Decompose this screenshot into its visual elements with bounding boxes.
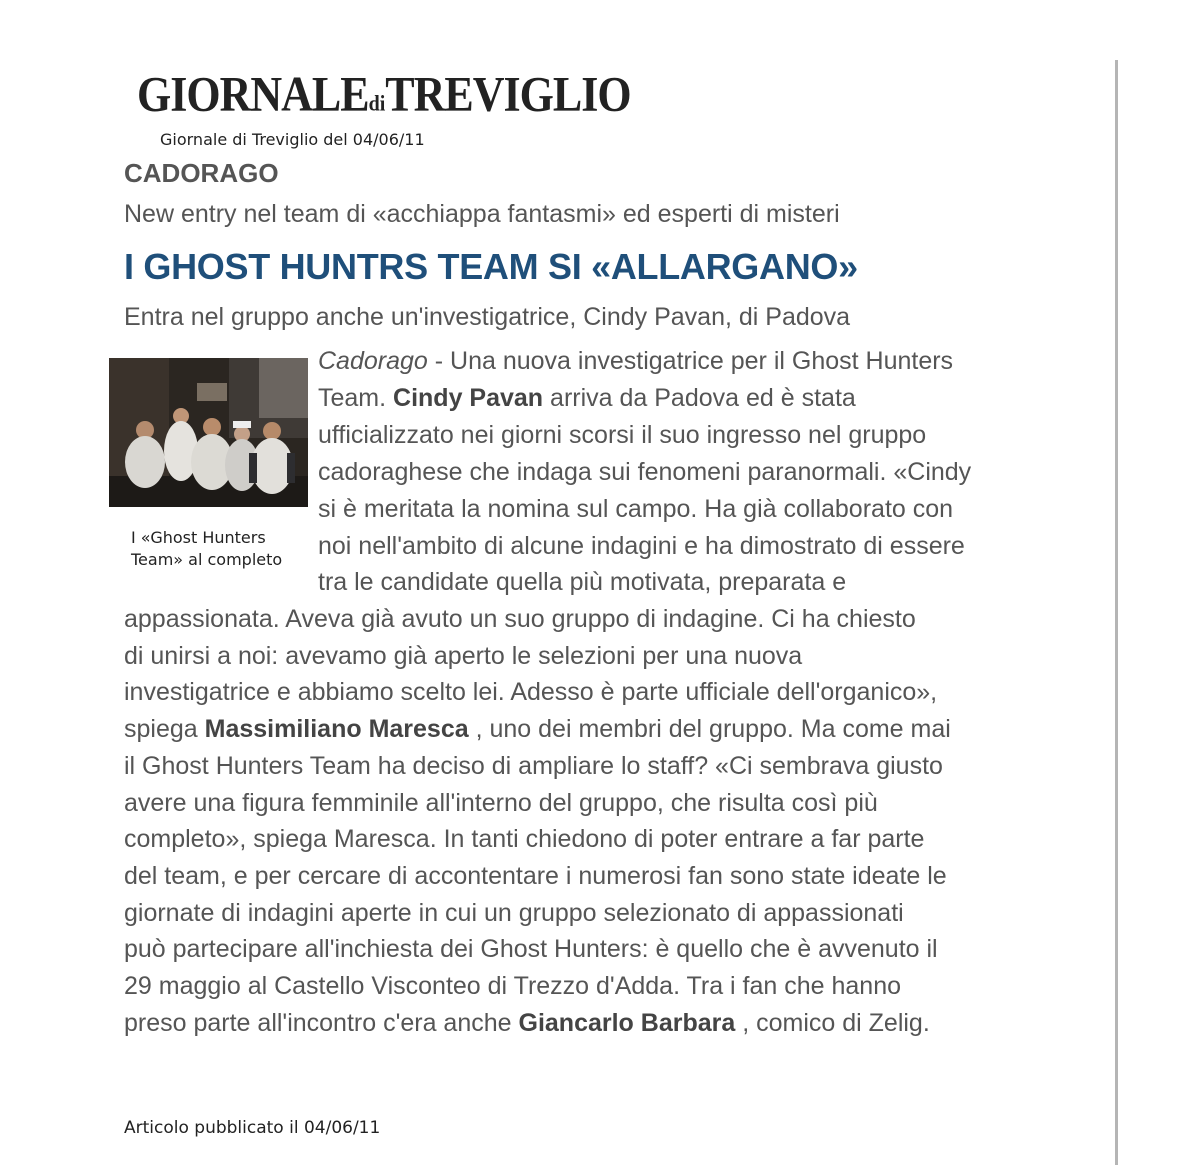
body-line-18: 29 maggio al Castello Visconteo di Trezzo d'Adda. Tra i fan che hanno: [124, 972, 902, 1000]
article-overline: New entry nel team di «acchiappa fantasmi» ed esperti di misteri: [124, 200, 840, 228]
body-line-13: avere una figura femminile all'interno del gruppo, che risulta così più: [124, 789, 878, 817]
name-cindy-pavan: Cindy Pavan: [393, 384, 544, 412]
article-kicker: CADORAGO: [124, 158, 279, 188]
body-line-16: giornate di indagini aperte in cui un gruppo selezionato di appassionati: [124, 899, 904, 927]
masthead-part-giornale: GIORNALE: [137, 66, 369, 122]
team-photo-image: [109, 358, 308, 507]
body-line-11: spiega Massimiliano Maresca , uno dei membri del gruppo. Ma come mai: [124, 715, 951, 743]
body-line-3: ufficializzato nei giorni scorsi il suo ingresso nel gruppo: [318, 421, 927, 449]
body-line-14: completo», spiega Maresca. In tanti chiedono di poter entrare a far parte: [124, 825, 925, 853]
name-massimiliano-maresca: Massimiliano Maresca: [204, 715, 469, 743]
body-line-6: noi nell'ambito di alcune indagini e ha dimostrato di essere: [318, 532, 965, 560]
body-line-9: di unirsi a noi: avevamo già aperto le selezioni per una nuova: [124, 642, 803, 670]
body-line-19: preso parte all'incontro c'era anche Giancarlo Barbara , comico di Zelig.: [124, 1009, 930, 1037]
name-giancarlo-barbara: Giancarlo Barbara: [518, 1009, 736, 1037]
publication-footer: Articolo pubblicato il 04/06/11: [124, 1118, 381, 1138]
masthead-part-treviglio: TREVIGLIO: [385, 66, 631, 122]
page-right-rule: [1115, 60, 1118, 1165]
body-line-2: Team. Cindy Pavan arriva da Padova ed è stata: [318, 384, 856, 412]
source-line: Giornale di Treviglio del 04/06/11: [160, 130, 425, 149]
masthead-part-di: di: [368, 91, 386, 116]
article-headline: I GHOST HUNTRS TEAM SI «ALLARGANO»: [124, 246, 858, 287]
body-line-5: si è meritata la nomina sul campo. Ha già collaborato con: [318, 495, 954, 523]
article-subhead: Entra nel gruppo anche un'investigatrice, Cindy Pavan, di Padova: [124, 303, 851, 331]
photo-caption: I «Ghost Hunters Team» al completo: [131, 528, 283, 569]
body-line-12: il Ghost Hunters Team ha deciso di ampliare lo staff? «Ci sembrava giusto: [124, 752, 943, 780]
body-line-8: appassionata. Aveva già avuto un suo gruppo di indagine. Ci ha chiesto: [124, 605, 916, 633]
body-place: Cadorago: [318, 347, 428, 375]
team-photo: [109, 358, 308, 507]
body-line-4: cadoraghese che indaga sui fenomeni paranormali. «Cindy: [318, 458, 972, 486]
body-line-15: del team, e per cercare di accontentare i numerosi fan sono state ideate le: [124, 862, 947, 890]
body-line-17: può partecipare all'inchiesta dei Ghost Hunters: è quello che è avvenuto il: [124, 935, 938, 963]
body-line-7: tra le candidate quella più motivata, preparata e: [318, 568, 847, 596]
body-line-10: investigatrice e abbiamo scelto lei. Adesso è parte ufficiale dell'organico»,: [124, 678, 938, 706]
newspaper-masthead-logo: [137, 66, 631, 122]
body-line-1: Cadorago - Una nuova investigatrice per il Ghost Hunters: [318, 347, 954, 375]
